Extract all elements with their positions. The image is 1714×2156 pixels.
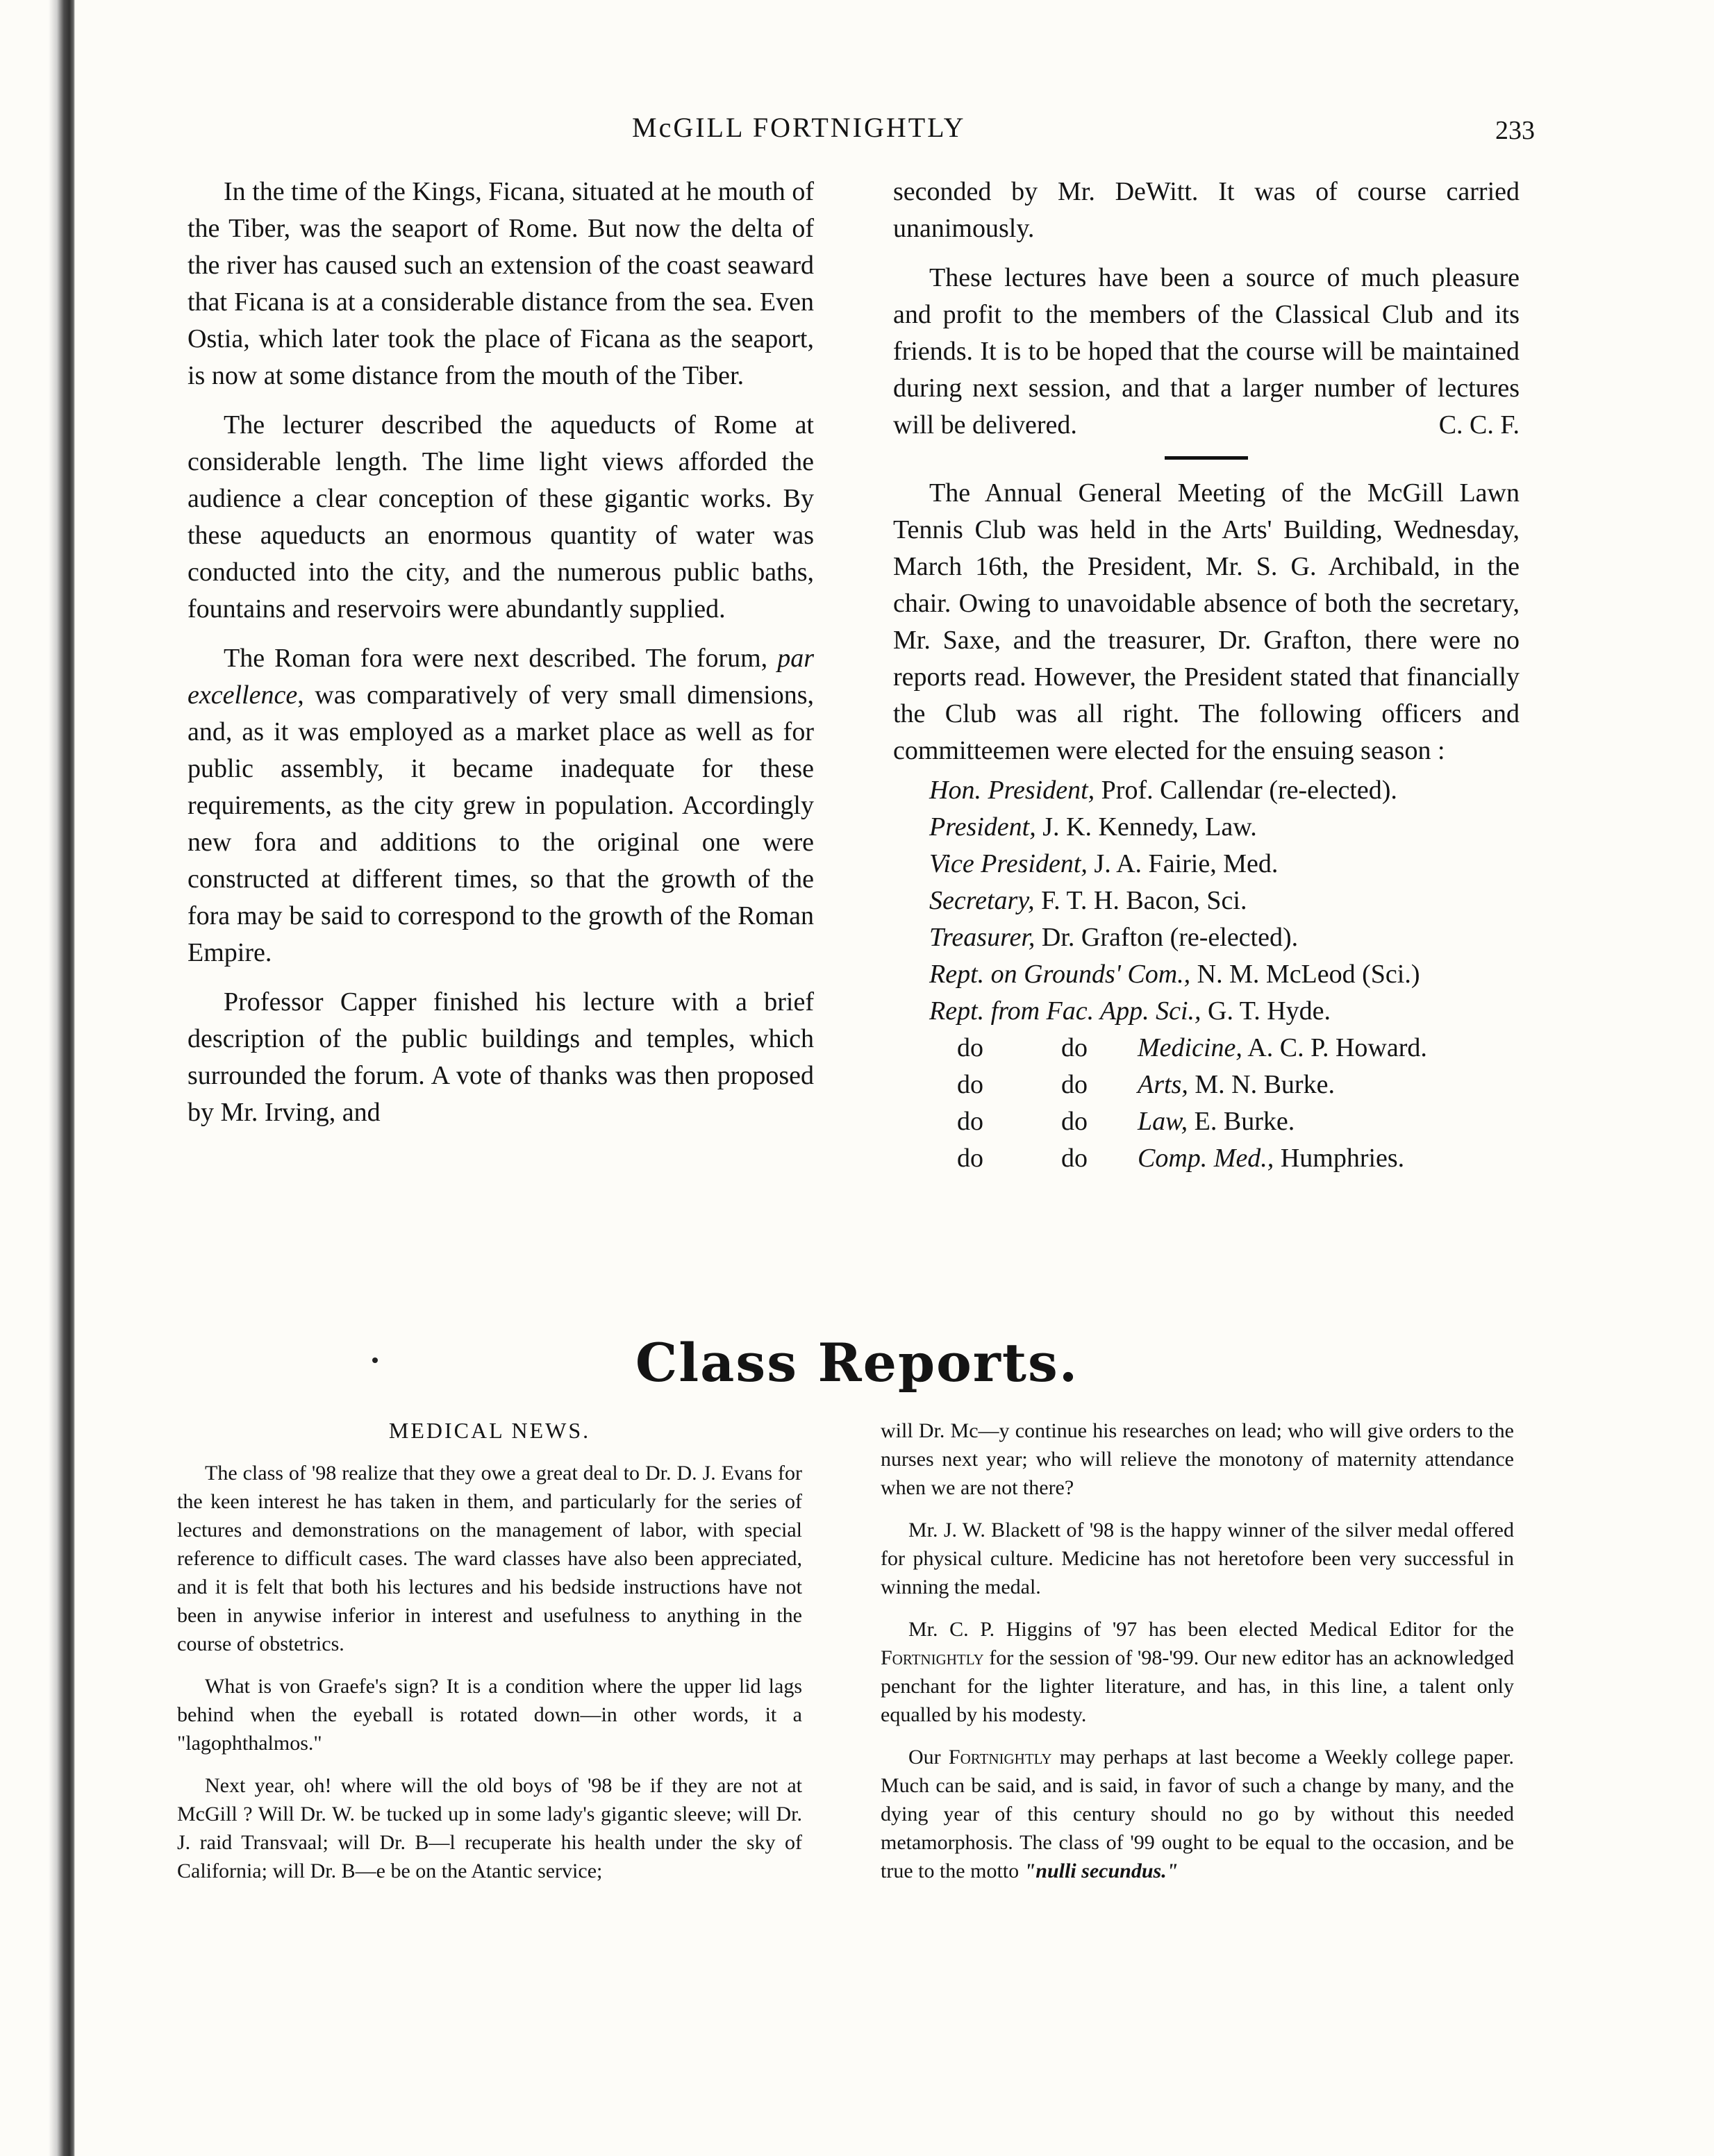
divider-rule bbox=[1165, 456, 1248, 460]
officer-role: Medicine, bbox=[1138, 1033, 1242, 1062]
paragraph bbox=[188, 640, 814, 971]
paragraph: seconded by Mr. DeWitt. It was of course carried unanimously. bbox=[893, 177, 1520, 243]
officer-role: President, bbox=[929, 812, 1036, 842]
officer-name: Prof. Callendar (re-elected). bbox=[1101, 776, 1397, 805]
paragraph bbox=[893, 260, 1520, 444]
text-run: may perhaps at last become a Weekly college paper. Much can be said, and is said, in favor of such a change by many, and the dying year of this century should no go by without this needed metamorphosis. The class of '99 ought to be equal to the occasion, and be true to the motto bbox=[881, 1746, 1514, 1882]
paragraph: What is von Graefe's sign? It is a condition where the upper lid lags behind when the eyeball is rotated down—in other words, it a "lagophthalmos." bbox=[177, 1675, 802, 1755]
officer-entry bbox=[929, 809, 1520, 846]
paragraph: In the time of the Kings, Ficana, situated at he mouth of the Tiber, was the seaport of Rome. But now the delta of the river has caused such an extension of the coast seaward that Ficana is at a considerable distance from the sea. Even Ostia, which later took the place of Ficana as the seaport, is now at some distance from the mouth of the Tiber. bbox=[188, 177, 814, 390]
paragraph: The Annual General Meeting of the McGill Lawn Tennis Club was held in the Arts' Building, Wednesday, March 16th, the President, Mr. S. G. Archibald, in the chair. Owing to unavoidable absence of both the secretary, Mr. Saxe, and the treasurer, Dr. Grafton, there were no reports read. However, the President stated that financially the Club was all right. The following officers and committeemen were elected for the ensuing season : bbox=[893, 478, 1520, 765]
paragraph: Professor Capper finished his lecture with a brief description of the public buildings and temples, which surrounded the forum. A vote of thanks was then proposed by Mr. Irving, and bbox=[188, 987, 814, 1127]
ditto-mark: do bbox=[1061, 1070, 1088, 1099]
officer-name: F. T. H. Bacon, Sci. bbox=[1041, 886, 1247, 915]
text-run: Mr. C. P. Higgins of '97 has been elected Medical Editor for the bbox=[908, 1618, 1514, 1641]
officer-role: Rept. on Grounds' Com., bbox=[929, 960, 1191, 989]
ditto-mark: do bbox=[957, 1107, 983, 1136]
ditto-mark: do bbox=[957, 1033, 983, 1062]
text-run: for the session of '98-'99. Our new editor has an acknowledged penchant for the lighter literature, and has, in this line, a talent only equalled by his modesty. bbox=[881, 1646, 1514, 1726]
page-header bbox=[174, 111, 1535, 153]
officer-entry bbox=[929, 993, 1520, 1030]
text-run: , was comparatively of very small dimensions, and, as it was employed as a market place as well as for public assembly, it became inadequate for these requirements, as the city grew in population. Accordingly new fora and additions to the original one were constructed at different times, so that the growth of the fora may be said to correspond to the growth of the Roman Empire. bbox=[188, 680, 814, 967]
officer-name: N. M. McLeod (Sci.) bbox=[1197, 960, 1420, 989]
officer-name: A. C. P. Howard. bbox=[1247, 1033, 1427, 1062]
officer-ditto-entry bbox=[929, 1030, 1520, 1067]
left-column-top bbox=[188, 174, 814, 1144]
motto: "nulli secundus." bbox=[1024, 1860, 1179, 1882]
officer-name: Humphries. bbox=[1280, 1144, 1405, 1173]
page-number: 233 bbox=[1495, 116, 1535, 145]
officer-ditto-entry bbox=[929, 1067, 1520, 1103]
text-run: The Roman fora were next described. The forum, bbox=[224, 644, 778, 673]
officer-name: J. A. Fairie, Med. bbox=[1094, 849, 1279, 878]
small-caps-title: Fortnightly bbox=[881, 1646, 984, 1669]
officer-entry bbox=[929, 919, 1520, 956]
small-caps-title: Fortnightly bbox=[948, 1746, 1052, 1769]
paragraph bbox=[881, 1743, 1514, 1885]
officer-name: J. K. Kennedy, Law. bbox=[1042, 812, 1257, 842]
left-column-bottom bbox=[177, 1417, 802, 1899]
page-binding-edge bbox=[0, 0, 75, 2156]
running-title: McGILL FORTNIGHTLY bbox=[632, 112, 966, 143]
ditto-mark: do bbox=[957, 1070, 983, 1099]
officer-role: Rept. from Fac. App. Sci., bbox=[929, 996, 1201, 1026]
officer-ditto-entry bbox=[929, 1140, 1520, 1177]
ditto-mark: do bbox=[957, 1144, 983, 1173]
officer-name: Dr. Grafton (re-elected). bbox=[1041, 923, 1299, 952]
officer-role: Hon. President, bbox=[929, 776, 1095, 805]
ditto-mark: do bbox=[1061, 1144, 1088, 1173]
right-column-bottom bbox=[881, 1417, 1514, 1899]
officer-name: G. T. Hyde. bbox=[1208, 996, 1331, 1026]
paragraph: The class of '98 realize that they owe a great deal to Dr. D. J. Evans for the keen interest he has taken in them, and particularly for the series of lectures and demonstrations on the management of labor, with special reference to difficult cases. The ward classes have also been appreciated, and it is felt that both his lectures and his bedside instructions have not been in anywise inferior in interest and usefulness to anything in the course of obstetrics. bbox=[177, 1462, 802, 1655]
ditto-mark: do bbox=[1061, 1033, 1088, 1062]
officer-role: Treasurer, bbox=[929, 923, 1035, 952]
paragraph: The lecturer described the aqueducts of Rome at considerable length. The lime light views afforded the audience a clear conception of these gigantic works. By these aqueducts an enormous quantity of water was conducted into the city, and the numerous public baths, fountains and reservoirs were abundantly supplied. bbox=[188, 410, 814, 624]
text-run: Our bbox=[908, 1746, 949, 1769]
ditto-mark: do bbox=[1061, 1107, 1088, 1136]
paragraph: Mr. J. W. Blackett of '98 is the happy winner of the silver medal offered for physical culture. Medicine has not heretofore been very successful in winning the medal. bbox=[881, 1519, 1514, 1598]
section-title: Class Reports. bbox=[635, 1332, 1079, 1394]
officer-entry bbox=[929, 846, 1520, 883]
officer-name: E. Burke. bbox=[1194, 1107, 1295, 1136]
officer-ditto-entry bbox=[929, 1103, 1520, 1140]
officer-role: Vice President, bbox=[929, 849, 1088, 878]
officer-role: Secretary, bbox=[929, 886, 1035, 915]
subheading: MEDICAL NEWS. bbox=[388, 1418, 591, 1443]
officer-entry bbox=[929, 883, 1520, 919]
right-column-top bbox=[893, 174, 1520, 1177]
officers-list bbox=[929, 772, 1520, 1177]
text-run: These lectures have been a source of much pleasure and profit to the members of the Classical Club and its friends. It is to be hoped that the course will be maintained during next session, and that a larger number of lectures will be delivered. bbox=[893, 263, 1520, 440]
officer-entry bbox=[929, 772, 1520, 809]
paragraph: will Dr. Mc—y continue his researches on lead; who will give orders to the nurses next year; who will relieve the monotony of maternity attendance when we are not there? bbox=[881, 1419, 1514, 1499]
officer-role: Law, bbox=[1138, 1107, 1188, 1136]
italic-phrase: par excellence bbox=[188, 644, 814, 710]
officer-name: M. N. Burke. bbox=[1195, 1070, 1335, 1099]
signoff: C. C. F. bbox=[1438, 410, 1520, 440]
officer-role: Arts, bbox=[1138, 1070, 1188, 1099]
officer-entry bbox=[929, 956, 1520, 993]
paragraph: Next year, oh! where will the old boys of '98 be if they are not at McGill ? Will Dr. W. be tucked up in some lady's gigantic sleeve; will Dr. J. raid Transvaal; will Dr. B—l recuperate his health under the sky of California; will Dr. B—e be on the Atantic service; bbox=[177, 1774, 802, 1882]
paragraph bbox=[881, 1615, 1514, 1729]
officer-role: Comp. Med., bbox=[1138, 1144, 1274, 1173]
